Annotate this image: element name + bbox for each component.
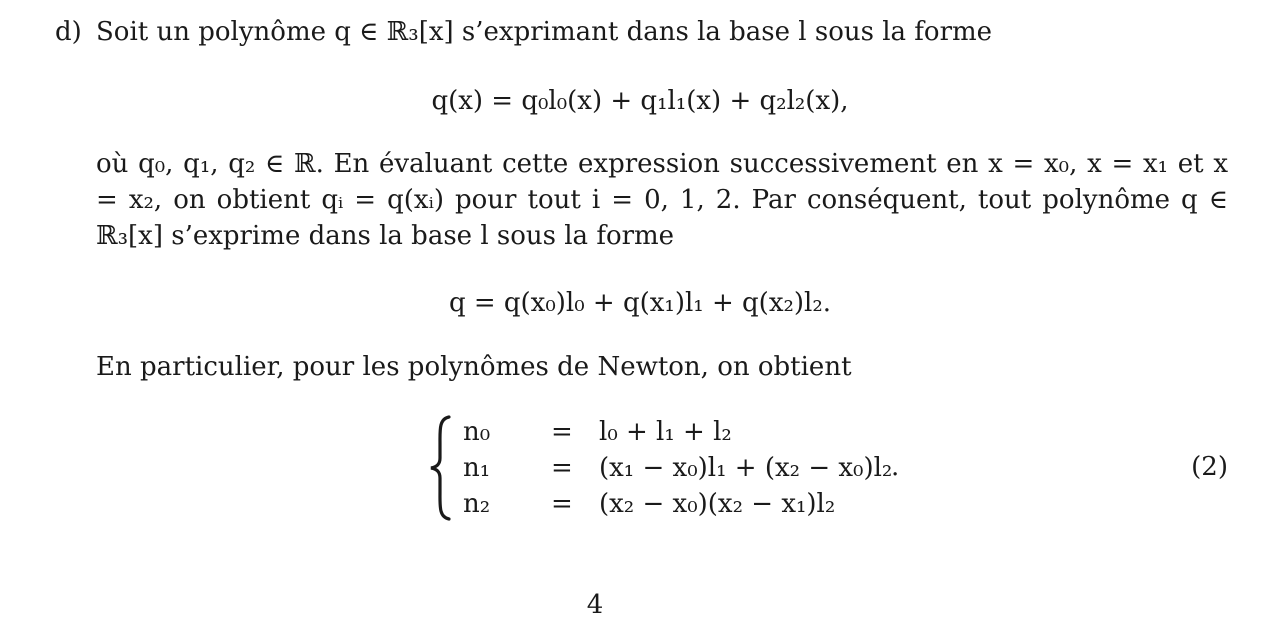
system-equals: = [551, 417, 573, 447]
system-rhs: l₀ + l₁ + l₂ [599, 417, 732, 447]
page-number: 4 [586, 590, 604, 620]
system-lhs: n₀ [463, 417, 491, 447]
item-intro-text: Soit un polynôme q ∈ ℝ₃[x] s’exprimant dans la base l sous la forme [96, 17, 993, 47]
system-trailing-period: . [891, 452, 900, 482]
paragraph-newton: En particulier, pour les polynômes de Newton, on obtient [96, 352, 852, 382]
item-label: d) [55, 17, 82, 47]
paragraph-evaluation: où q₀, q₁, q₂ ∈ ℝ. En évaluant cette expression successivement en x = x₀, x = x₁ et x = x₂, on obtient qᵢ = q(xᵢ) pour tout i = 0, 1, 2. Par conséquent, tout polynôme q ∈ ℝ₃[x] s’exprime dans la base l sous la forme [96, 149, 1228, 251]
system-rhs: (x₁ − x₀)l₁ + (x₂ − x₀)l₂ [599, 453, 893, 483]
equation-q-lagrange: q = q(x₀)l₀ + q(x₁)l₁ + q(x₂)l₂. [448, 288, 832, 318]
system-equals: = [551, 489, 573, 519]
equation-number: (2) [1191, 452, 1228, 482]
system-lhs: n₂ [463, 489, 491, 519]
system-equals: = [551, 453, 573, 483]
system-rhs: (x₂ − x₀)(x₂ − x₁)l₂ [599, 489, 836, 519]
left-brace-icon [427, 414, 455, 522]
system-lhs: n₁ [463, 453, 491, 483]
equation-q-expansion: q(x) = q₀l₀(x) + q₁l₁(x) + q₂l₂(x), [431, 86, 849, 116]
